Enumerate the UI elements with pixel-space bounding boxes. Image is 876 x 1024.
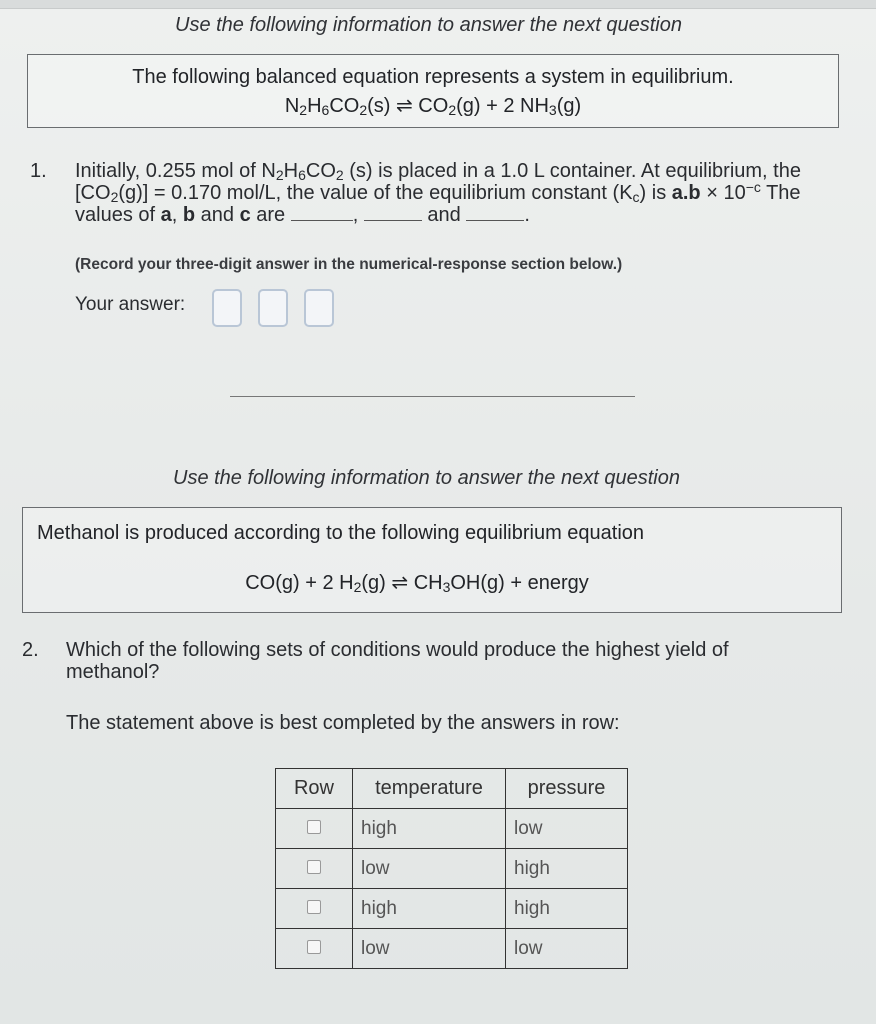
option-4-pressure: low <box>506 929 628 969</box>
intro-text-2: Use the following information to answer the next question <box>173 467 680 489</box>
question-2-number: 2. <box>22 639 39 661</box>
q1-line3: values of a, b and c are , and . <box>75 204 530 226</box>
question-1-text <box>75 160 835 226</box>
options-table <box>275 768 628 969</box>
top-border <box>0 0 876 9</box>
intro-text-1: Use the following information to answer the next question <box>175 14 682 36</box>
info2-line1: Methanol is produced according to the following equilibrium equation <box>37 522 645 544</box>
info-box-1 <box>27 54 839 128</box>
info1-line1: The following balanced equation represents a system in equilibrium. <box>132 66 734 88</box>
record-note: (Record your three-digit answer in the numerical-response section below.) <box>75 256 623 273</box>
option-3-radio[interactable] <box>307 900 321 914</box>
answer-digit-1-input[interactable] <box>212 289 242 327</box>
q1-line2: $[CO_2(g)] = 0.170$ mol/L, the value of the equilibrium constant $(K_c)$ is $a.b \times 10^{-c}$ The <box>75 179 801 205</box>
blank-b <box>364 204 422 221</box>
answer-digit-2-input[interactable] <box>258 289 288 327</box>
options-header-row <box>276 769 628 809</box>
option-4-radio[interactable] <box>307 940 321 954</box>
info2-equation: CO(g) + 2 $H_2(g)$ ⇌ $CH_3OH(g)$ + energy <box>245 572 589 595</box>
header-row: Row <box>276 769 353 809</box>
info1-equation: $N_2H_6CO_2(s)$ ⇌ $CO_2(g) + 2$ $NH_3(g)$ <box>284 95 582 118</box>
option-row[interactable] <box>276 889 628 929</box>
answer-digit-3-input[interactable] <box>304 289 334 327</box>
question-1-number: 1. <box>30 160 47 182</box>
option-1-pressure: low <box>506 809 628 849</box>
option-2-radio[interactable] <box>307 860 321 874</box>
your-answer-label: Your answer: <box>75 294 186 315</box>
option-4-temperature: low <box>353 929 506 969</box>
divider <box>230 396 635 397</box>
option-row[interactable] <box>276 809 628 849</box>
option-2-temperature: low <box>353 849 506 889</box>
q1-line1: Initially, 0.255 mol of $N_2H_6CO_2$ (s) is placed in a 1.0 L container. At equilibrium, the <box>75 160 801 183</box>
question-2-text <box>66 639 826 683</box>
info-box-2 <box>22 507 842 613</box>
blank-a <box>291 204 353 221</box>
option-3-pressure: high <box>506 889 628 929</box>
header-pressure: pressure <box>506 769 628 809</box>
q2-line2: methanol? <box>66 661 160 683</box>
blank-c <box>466 204 524 221</box>
option-3-temperature: high <box>353 889 506 929</box>
option-2-pressure: high <box>506 849 628 889</box>
q2-statement: The statement above is best completed by the answers in row: <box>66 712 620 734</box>
option-1-temperature: high <box>353 809 506 849</box>
option-row[interactable] <box>276 849 628 889</box>
q2-line1: Which of the following sets of conditions would produce the highest yield of <box>66 639 729 661</box>
option-row[interactable] <box>276 929 628 969</box>
option-1-radio[interactable] <box>307 820 321 834</box>
header-temperature: temperature <box>353 769 506 809</box>
